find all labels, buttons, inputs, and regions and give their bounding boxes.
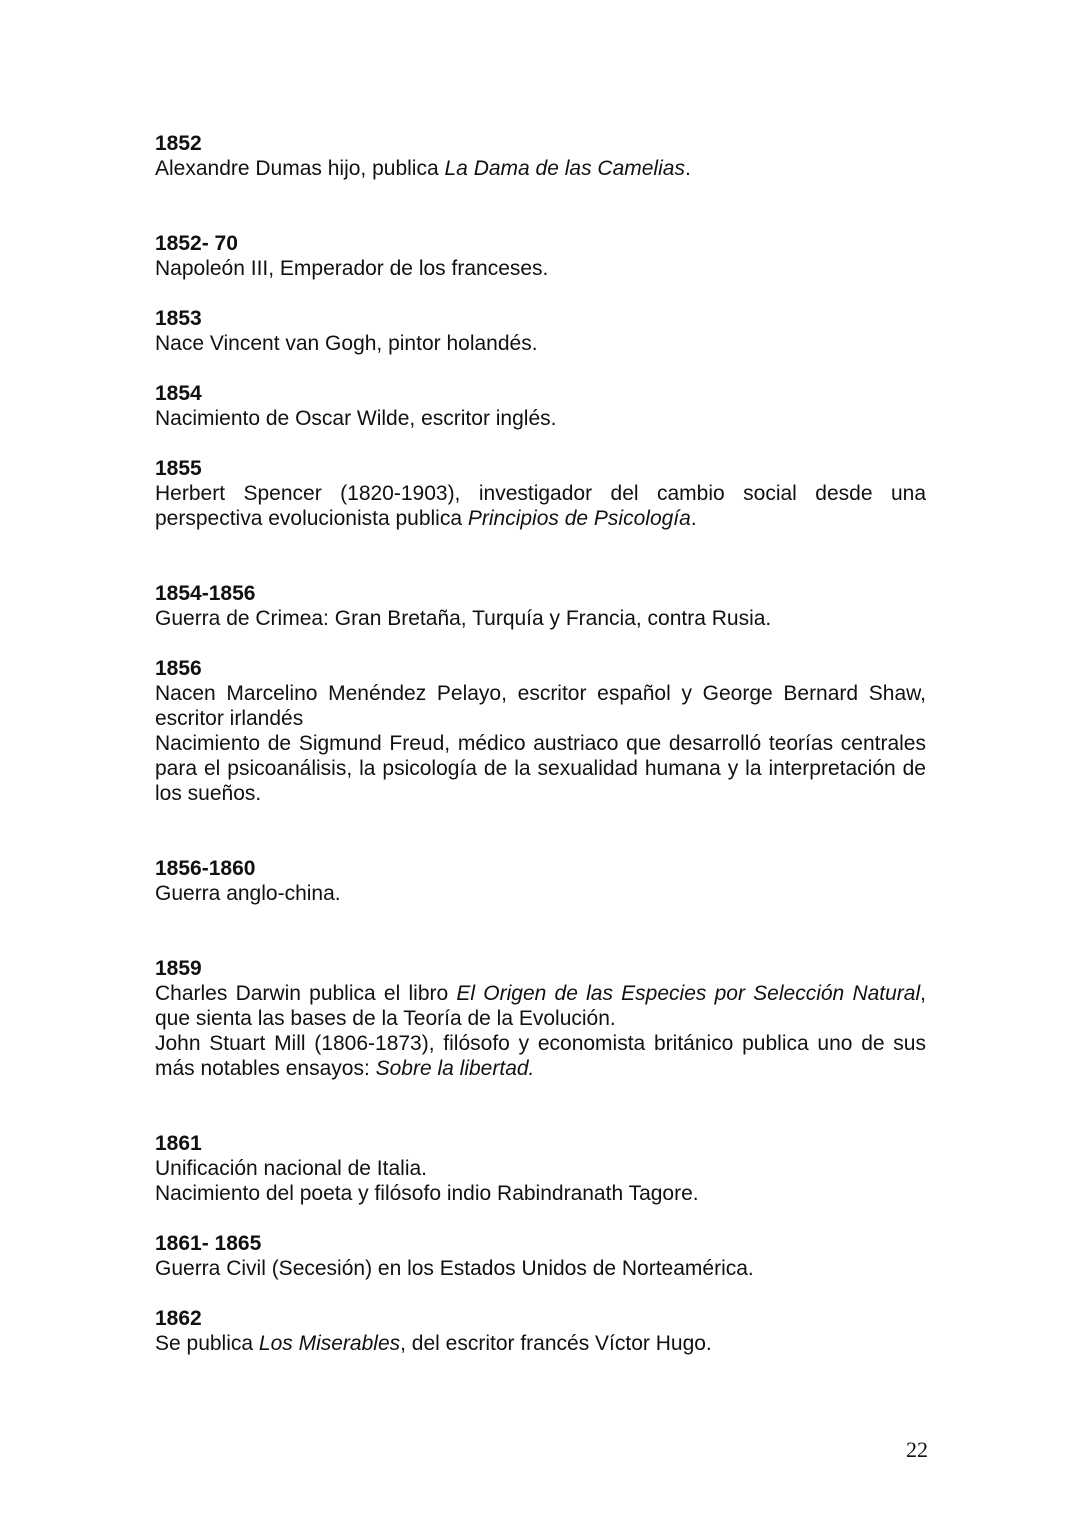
- entry-year: 1854-1856: [155, 582, 256, 605]
- text-run: Nacimiento de Oscar Wilde, escritor inglés.: [155, 407, 557, 430]
- entry-text: [155, 1331, 926, 1356]
- entry-year: 1852- 70: [155, 232, 238, 255]
- timeline-entry: [155, 1131, 926, 1206]
- entry-text: [155, 606, 926, 631]
- text-run: Nacen Marcelino Menéndez Pelayo, escritor español y George Bernard Shaw, escritor irlandés: [155, 682, 926, 730]
- entry-text: [155, 1256, 926, 1281]
- entry-year: 1856-1860: [155, 857, 256, 880]
- entry-year: 1853: [155, 307, 202, 330]
- entry-year: 1861: [155, 1132, 202, 1155]
- entry-text: [155, 731, 926, 806]
- timeline-entry: [155, 131, 926, 181]
- text-run: Alexandre Dumas hijo, publica: [155, 157, 445, 180]
- text-run: Herbert Spencer (1820-1903), investigador del cambio social desde una perspectiva evolucionista publica: [155, 482, 926, 530]
- timeline-entry: [155, 381, 926, 431]
- timeline-entry: [155, 581, 926, 631]
- entry-text: [155, 481, 926, 531]
- work-title: El Origen de las Especies por Selección Natural: [456, 982, 921, 1005]
- timeline-entry: [155, 1306, 926, 1356]
- text-run: Charles Darwin publica el libro: [155, 982, 457, 1005]
- page-number: 22: [906, 1437, 928, 1462]
- work-title: Los Miserables: [258, 1332, 401, 1355]
- entry-year: 1856: [155, 657, 202, 680]
- text-run: , del escritor francés Víctor Hugo.: [400, 1332, 712, 1355]
- timeline-entry: [155, 656, 926, 806]
- work-title: Principios de Psicología: [467, 507, 691, 530]
- work-title: La Dama de las Camelias: [444, 157, 685, 180]
- entry-year: 1855: [155, 457, 202, 480]
- work-title: Sobre la libertad.: [375, 1057, 535, 1080]
- entry-year: 1861- 1865: [155, 1232, 262, 1255]
- entry-text: [155, 1181, 926, 1206]
- entry-year: 1862: [155, 1307, 202, 1330]
- entry-year: 1852: [155, 132, 202, 155]
- entry-text: [155, 331, 926, 356]
- text-run: Guerra de Crimea: Gran Bretaña, Turquía y Francia, contra Rusia.: [155, 607, 772, 630]
- timeline-entry: [155, 306, 926, 356]
- text-run: Unificación nacional de Italia.: [155, 1157, 427, 1180]
- entry-year: 1854: [155, 382, 202, 405]
- entry-text: [155, 1031, 926, 1081]
- timeline-entry: [155, 1231, 926, 1281]
- text-run: .: [684, 157, 691, 180]
- entry-text: [155, 981, 926, 1031]
- text-run: Guerra Civil (Secesión) en los Estados Unidos de Norteamérica.: [155, 1257, 754, 1280]
- timeline-entry: [155, 856, 926, 906]
- text-run: John Stuart Mill (1806-1873), filósofo y economista británico publica uno de sus más notables ensayos:: [155, 1032, 926, 1080]
- entry-text: [155, 681, 926, 731]
- text-run: Se publica: [155, 1332, 259, 1355]
- entry-text: [155, 881, 926, 906]
- text-run: Nace Vincent van Gogh, pintor holandés.: [155, 332, 538, 355]
- text-run: , que sienta las bases de la Teoría de la Evolución.: [155, 982, 926, 1030]
- timeline-entry: [155, 956, 926, 1081]
- text-run: .: [690, 507, 697, 530]
- text-run: Nacimiento de Sigmund Freud, médico austriaco que desarrolló teorías centrales para el psicoanálisis, la psicología de la sexualidad humana y la interpretación de los sueños.: [155, 732, 926, 805]
- entry-text: [155, 256, 926, 281]
- entry-text: [155, 406, 926, 431]
- text-run: Napoleón III, Emperador de los franceses.: [155, 257, 549, 280]
- text-run: Guerra anglo-china.: [155, 882, 341, 905]
- timeline-entry: [155, 231, 926, 281]
- entry-text: [155, 156, 926, 181]
- text-run: Nacimiento del poeta y filósofo indio Rabindranath Tagore.: [155, 1182, 699, 1205]
- entry-year: 1859: [155, 957, 202, 980]
- entry-text: [155, 1156, 926, 1181]
- timeline-entry: [155, 456, 926, 531]
